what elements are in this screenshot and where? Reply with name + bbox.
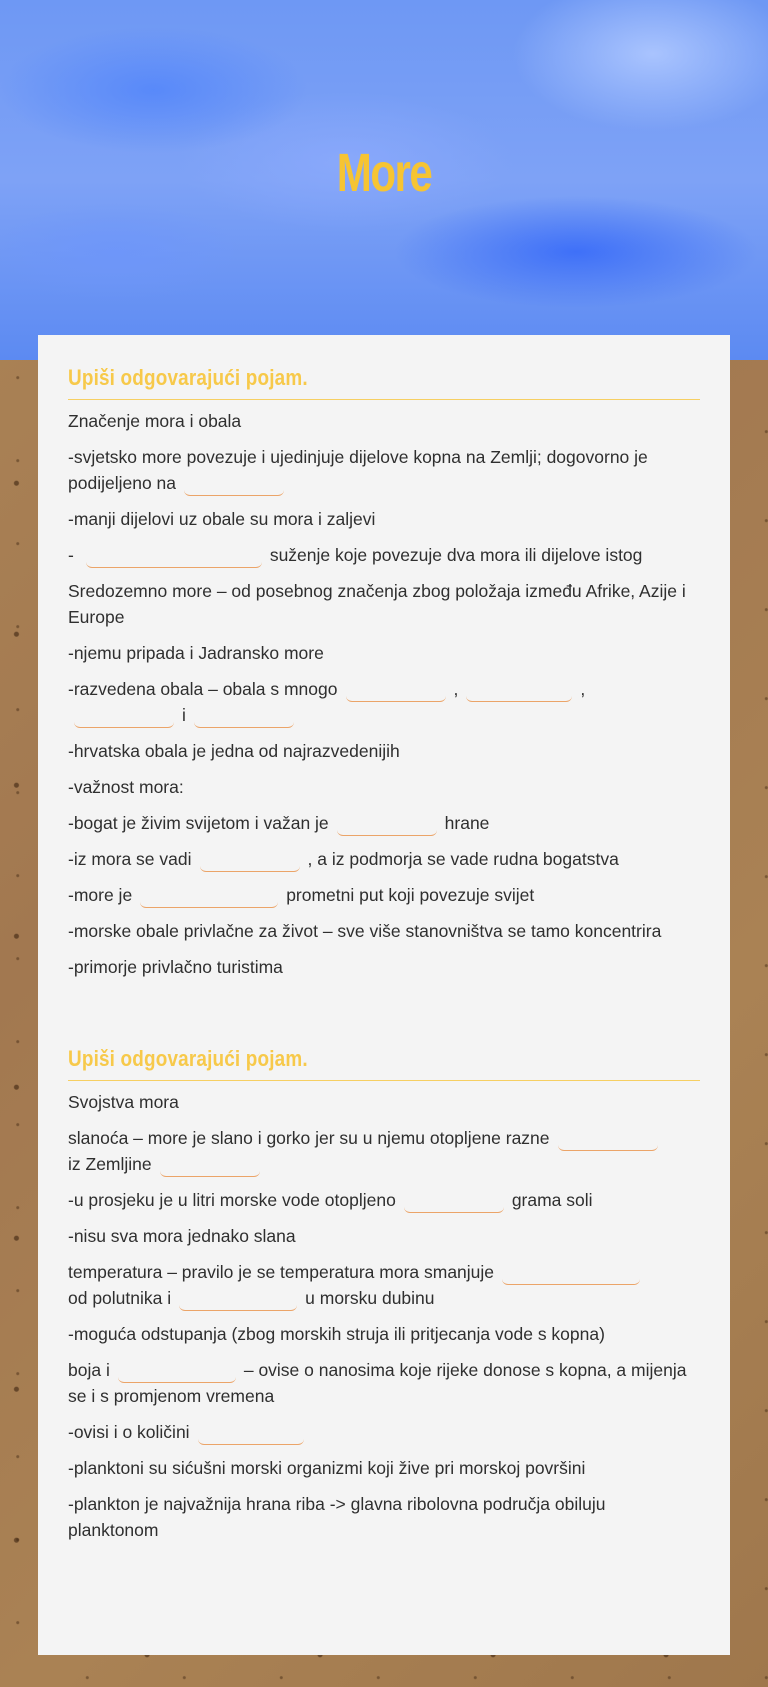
text-line: -njemu pripada i Jadransko more [68, 643, 324, 663]
text-fragment: iz Zemljine [68, 1154, 152, 1174]
section-divider [68, 399, 700, 400]
section-title: Upiši odgovarajući pojam. [68, 365, 308, 390]
text-line [68, 542, 700, 568]
section-1 [68, 363, 700, 980]
section-title: Upiši odgovarajući pojam. [68, 1046, 308, 1071]
text-line [68, 676, 700, 728]
text-line: -važnost mora: [68, 777, 184, 797]
text-fragment: suženje koje povezuje dva mora ili dijelove istog [269, 545, 643, 565]
text-fragment: i [182, 705, 186, 725]
text-line: -planktoni su sićušni morski organizmi koji žive pri morskoj površini [68, 1458, 586, 1478]
text-fragment: -iz mora se vadi [68, 849, 192, 869]
header-banner [0, 0, 768, 360]
text-fragment: - [68, 545, 74, 565]
answer-blank-15[interactable] [118, 1358, 236, 1383]
answer-blank-3[interactable] [346, 677, 446, 702]
answer-blank-13[interactable] [502, 1260, 640, 1285]
text-line [68, 846, 700, 872]
text-line [68, 1419, 700, 1445]
text-fragment: -razvedena obala – obala s mnogo [68, 679, 338, 699]
text-fragment: -ovisi i o količini [68, 1422, 190, 1442]
text-line: -morske obale privlačne za život – sve više stanovništva se tamo koncentrira [68, 921, 662, 941]
answer-blank-1[interactable] [184, 471, 284, 496]
text-fragment: -more je [68, 885, 133, 905]
answer-blank-5[interactable] [74, 703, 174, 728]
answer-blank-12[interactable] [404, 1188, 504, 1213]
answer-blank-2[interactable] [86, 543, 262, 568]
section-2 [68, 1044, 700, 1543]
text-line: -moguća odstupanja (zbog morskih struja ili pritjecanja vode s kopna) [68, 1324, 605, 1344]
answer-blank-11[interactable] [160, 1152, 260, 1177]
text-line [68, 1187, 700, 1213]
text-fragment: temperatura – pravilo je se temperatura mora smanjuje [68, 1262, 495, 1282]
text-line: -nisu sva mora jednako slana [68, 1226, 296, 1246]
text-fragment: grama soli [511, 1190, 593, 1210]
text-line [68, 1125, 700, 1177]
text-line [68, 882, 700, 908]
answer-blank-14[interactable] [179, 1286, 297, 1311]
answer-blank-16[interactable] [198, 1420, 304, 1445]
answer-blank-8[interactable] [200, 847, 300, 872]
text-fragment: hrane [444, 813, 490, 833]
answer-blank-6[interactable] [194, 703, 294, 728]
worksheet-card [38, 335, 730, 1655]
section-divider [68, 1080, 700, 1081]
text-fragment: -bogat je živim svijetom i važan je [68, 813, 329, 833]
answer-blank-4[interactable] [466, 677, 572, 702]
text-line [68, 810, 700, 836]
answer-blank-9[interactable] [140, 883, 278, 908]
page-title: More [336, 143, 432, 203]
text-fragment: boja i [68, 1360, 110, 1380]
text-fragment: , [453, 679, 459, 699]
text-fragment: prometni put koji povezuje svijet [286, 885, 535, 905]
text-fragment: , [580, 679, 586, 699]
text-line: -manji dijelovi uz obale su mora i zaljevi [68, 509, 376, 529]
answer-blank-7[interactable] [337, 811, 437, 836]
text-line: -primorje privlačno turistima [68, 957, 283, 977]
text-fragment: , a iz podmorja se vade rudna bogatstva [307, 849, 619, 869]
text-line [68, 1357, 700, 1409]
text-line: -hrvatska obala je jedna od najrazvedenijih [68, 741, 400, 761]
text-line: Svojstva mora [68, 1092, 179, 1112]
text-fragment: od polutnika i [68, 1288, 172, 1308]
answer-blank-10[interactable] [558, 1126, 658, 1151]
text-line [68, 444, 700, 496]
text-fragment: u morsku dubinu [305, 1288, 435, 1308]
text-line: -plankton je najvažnija hrana riba -> glavna ribolovna područja obiluju planktonom [68, 1494, 606, 1540]
text-fragment: slanoća – more je slano i gorko jer su u njemu otopljene razne [68, 1128, 550, 1148]
text-fragment: -svjetsko more povezuje i ujedinjuje dijelove kopna na Zemlji; dogovorno je podijeljeno na [68, 447, 648, 493]
text-line: Sredozemno more – od posebnog značenja zbog položaja između Afrike, Azije i Europe [68, 581, 686, 627]
text-line: Značenje mora i obala [68, 411, 242, 431]
text-fragment: -u prosjeku je u litri morske vode otopljeno [68, 1190, 396, 1210]
text-line [68, 1259, 700, 1311]
text-fragment: – ovise o nanosima koje rijeke donose s kopna, a mijenja se i s promjenom vremena [68, 1360, 687, 1406]
